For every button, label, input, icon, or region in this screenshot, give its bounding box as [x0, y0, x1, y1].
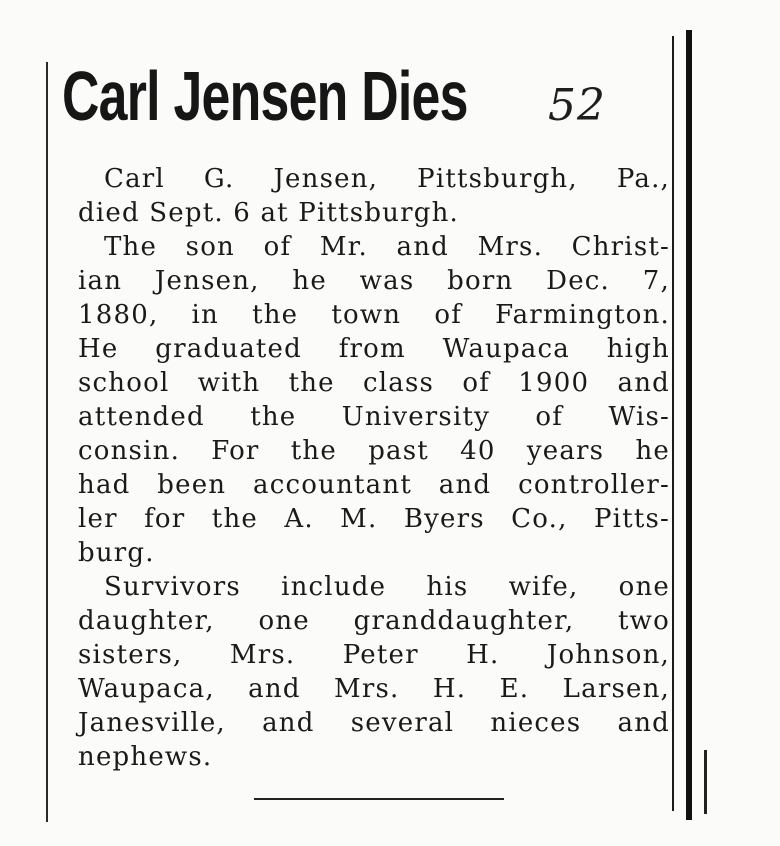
body-line: 1880, in the town of Farmington. [78, 300, 670, 330]
body-line: died Sept. 6 at Pittsburgh. [78, 198, 460, 228]
article-body [78, 162, 670, 774]
handwritten-note: 52 [548, 80, 606, 131]
body-line: consin. For the past 40 years he [78, 436, 670, 466]
body-line: Survivors include his wife, one [104, 572, 670, 602]
right-margin-mark [704, 750, 707, 814]
body-line: Carl G. Jensen, Pittsburgh, Pa., [104, 164, 670, 194]
right-column-rule [672, 36, 674, 811]
body-line: had been accountant and controller- [78, 470, 670, 500]
body-line: Janesville, and several nieces and [78, 708, 670, 738]
body-line: ian Jensen, he was born Dec. 7, [78, 266, 670, 296]
body-line: nephews. [78, 742, 213, 772]
body-line: daughter, one granddaughter, two [78, 606, 670, 636]
end-of-article-rule [254, 798, 504, 800]
body-line: ler for the A. M. Byers Co., Pitts- [78, 504, 670, 534]
left-column-rule [46, 62, 48, 822]
body-line: burg. [78, 538, 155, 568]
right-column-rule-thick [686, 30, 692, 820]
body-line: Waupaca, and Mrs. H. E. Larsen, [78, 674, 670, 704]
body-line: The son of Mr. and Mrs. Christ- [104, 232, 670, 262]
headline: Carl Jensen Dies [62, 57, 468, 135]
body-line: school with the class of 1900 and [78, 368, 670, 398]
body-line: attended the University of Wis- [78, 402, 670, 432]
body-line: sisters, Mrs. Peter H. Johnson, [78, 640, 670, 670]
body-line: He graduated from Waupaca high [78, 334, 670, 364]
